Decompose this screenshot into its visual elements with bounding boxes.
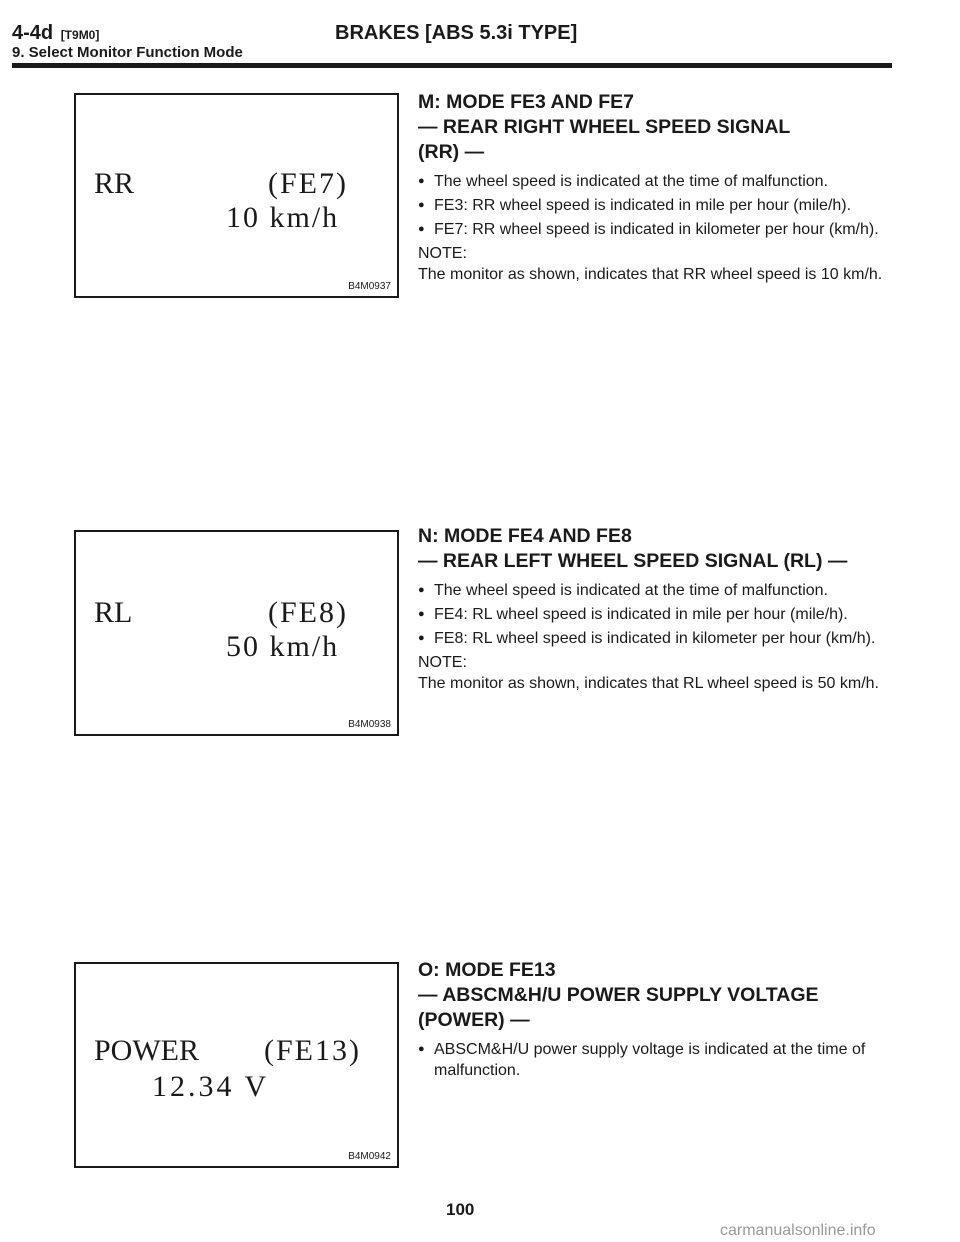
bullet-item: ● FE3: RR wheel speed is indicated in mile per hour (mile/h). [418,195,893,216]
section-heading: M: MODE FE3 AND FE7 — REAR RIGHT WHEEL SPEED SIGNAL (RR) — [418,91,791,163]
figure-value: 12.34 V [152,1070,270,1103]
figure-id: B4M0937 [348,281,391,292]
note-text: The monitor as shown, indicates that RL wheel speed is 50 km/h. [418,675,879,692]
section-mode-fe3-fe7 [418,90,893,288]
note-label: NOTE: [418,654,467,671]
section-heading: N: MODE FE4 AND FE8 — REAR LEFT WHEEL SPEED SIGNAL (RL) — [418,525,848,572]
figure-rr [74,93,399,298]
figure-mode: (FE7) [268,167,348,200]
header-title: BRAKES [ABS 5.3i TYPE] [335,22,578,44]
page-number: 100 [446,1200,475,1219]
watermark: carmanualsonline.info [720,1222,876,1239]
figure-value: 50 km/h [226,630,340,663]
note-label: NOTE: [418,245,467,262]
figure-id: B4M0938 [348,719,391,730]
figure-power [74,962,399,1168]
model-code: [T9M0] [60,28,100,42]
figure-label: POWER [94,1034,199,1067]
section-code: 4-4d [12,22,54,44]
figure-label: RR [94,167,135,200]
section-mode-fe4-fe8 [418,524,893,697]
bullet-item: ● ABSCM&H/U power supply voltage is indicated at the time of malfunction. [418,1039,893,1081]
header-rule [12,63,892,68]
note-text: The monitor as shown, indicates that RR wheel speed is 10 km/h. [418,266,883,283]
bullet-item: ● FE7: RR wheel speed is indicated in kilometer per hour (km/h). [418,219,893,240]
figure-rl [74,530,399,736]
figure-label: RL [94,596,133,629]
figure-id: B4M0942 [348,1151,391,1162]
header-subtitle: 9. Select Monitor Function Mode [12,44,243,61]
figure-mode: (FE8) [268,596,348,629]
section-mode-fe13 [418,958,893,1084]
bullet-item: ● The wheel speed is indicated at the time of malfunction. [418,171,893,192]
bullet-item: ● FE8: RL wheel speed is indicated in kilometer per hour (km/h). [418,628,893,649]
header-section-code [12,22,99,45]
bullet-item: ● The wheel speed is indicated at the time of malfunction. [418,580,893,601]
bullet-item: ● FE4: RL wheel speed is indicated in mile per hour (mile/h). [418,604,893,625]
section-heading: O: MODE FE13 — ABSCM&H/U POWER SUPPLY VOLTAGE (POWER) — [418,959,819,1031]
figure-value: 10 km/h [226,201,340,234]
figure-mode: (FE13) [264,1034,361,1067]
